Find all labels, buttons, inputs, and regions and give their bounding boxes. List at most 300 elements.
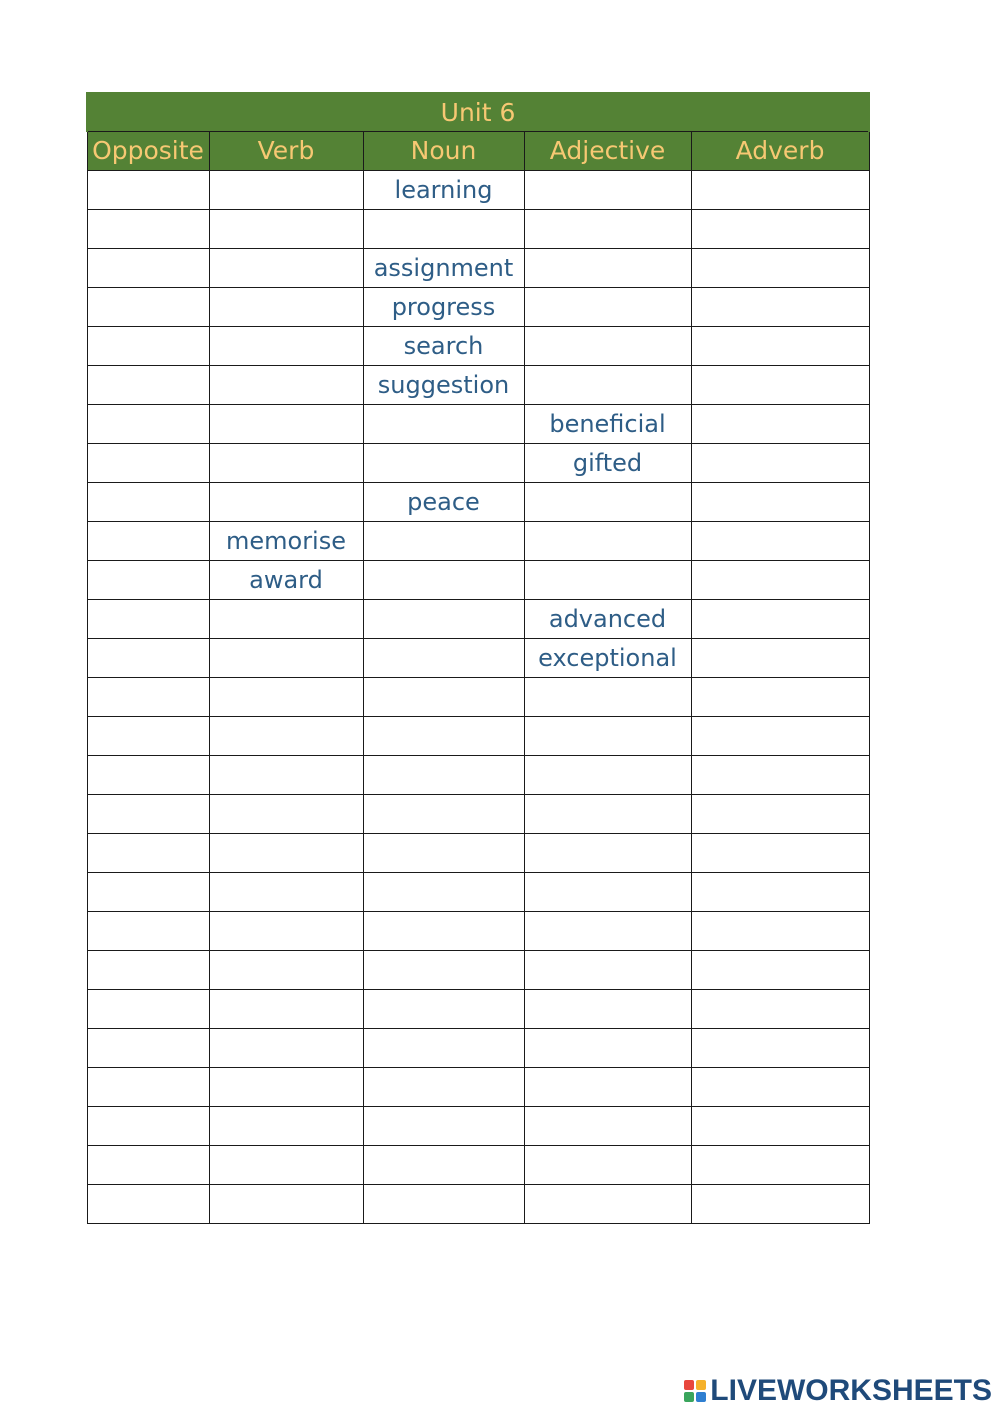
answer-input-verb[interactable] [210, 1185, 363, 1223]
answer-input-noun[interactable] [364, 600, 524, 638]
answer-input-opposite[interactable] [88, 951, 209, 989]
answer-cell-adverb[interactable] [691, 443, 869, 482]
answer-cell-opposite[interactable] [87, 950, 209, 989]
answer-cell-opposite[interactable] [87, 1106, 209, 1145]
answer-input-adverb[interactable] [692, 483, 869, 521]
given-word-adjective: advanced [524, 599, 691, 638]
answer-input-verb[interactable] [210, 1029, 363, 1067]
answer-cell-adverb[interactable] [691, 1106, 869, 1145]
answer-input-adverb[interactable] [692, 249, 869, 287]
answer-cell-adjective[interactable] [524, 872, 691, 911]
table-row [87, 755, 869, 794]
answer-input-noun[interactable] [364, 756, 524, 794]
answer-input-opposite[interactable] [88, 600, 209, 638]
answer-cell-adverb[interactable] [691, 170, 869, 209]
answer-input-adverb[interactable] [692, 522, 869, 560]
answer-input-noun[interactable] [364, 1068, 524, 1106]
answer-input-opposite[interactable] [88, 327, 209, 365]
answer-input-noun[interactable] [364, 795, 524, 833]
answer-cell-opposite[interactable] [87, 1028, 209, 1067]
answer-input-verb[interactable] [210, 795, 363, 833]
answer-cell-adjective[interactable] [524, 1145, 691, 1184]
answer-cell-verb[interactable] [209, 638, 363, 677]
answer-input-adverb[interactable] [692, 834, 869, 872]
answer-input-adverb[interactable] [692, 873, 869, 911]
answer-cell-noun[interactable] [363, 404, 524, 443]
table-row [87, 170, 869, 209]
answer-input-opposite[interactable] [88, 1185, 209, 1223]
table-body [87, 170, 869, 1223]
answer-cell-opposite[interactable] [87, 287, 209, 326]
answer-cell-adjective[interactable] [524, 1067, 691, 1106]
answer-input-adverb[interactable] [692, 561, 869, 599]
answer-cell-adjective[interactable] [524, 833, 691, 872]
answer-input-adjective[interactable] [525, 210, 691, 248]
answer-input-opposite[interactable] [88, 210, 209, 248]
column-header-row [87, 131, 869, 170]
answer-input-opposite[interactable] [88, 444, 209, 482]
answer-input-opposite[interactable] [88, 873, 209, 911]
answer-input-adverb[interactable] [692, 366, 869, 404]
answer-cell-verb[interactable] [209, 482, 363, 521]
answer-cell-opposite[interactable] [87, 872, 209, 911]
answer-input-opposite[interactable] [88, 366, 209, 404]
answer-cell-noun[interactable] [363, 599, 524, 638]
logo-block [684, 1380, 694, 1390]
given-word-adjective: gifted [524, 443, 691, 482]
answer-cell-adverb[interactable] [691, 1145, 869, 1184]
answer-cell-noun[interactable] [363, 521, 524, 560]
table-row [87, 989, 869, 1028]
answer-input-adverb[interactable] [692, 912, 869, 950]
answer-input-verb[interactable] [210, 1107, 363, 1145]
answer-input-verb[interactable] [210, 444, 363, 482]
answer-cell-adjective[interactable] [524, 794, 691, 833]
table-row [87, 326, 869, 365]
answer-input-adverb[interactable] [692, 444, 869, 482]
answer-cell-verb[interactable] [209, 716, 363, 755]
answer-cell-verb[interactable] [209, 326, 363, 365]
answer-input-adjective[interactable] [525, 1146, 691, 1184]
answer-input-adjective[interactable] [525, 1107, 691, 1145]
brand-name: LIVEWORKSHEETS [710, 1374, 992, 1407]
answer-input-adverb[interactable] [692, 678, 869, 716]
answer-cell-adverb[interactable] [691, 1184, 869, 1223]
answer-cell-adjective[interactable] [524, 326, 691, 365]
answer-cell-verb[interactable] [209, 833, 363, 872]
liveworksheets-logo [684, 1374, 992, 1407]
column-header-opposite: Opposite [87, 131, 209, 170]
answer-cell-opposite[interactable] [87, 560, 209, 599]
answer-cell-adverb[interactable] [691, 716, 869, 755]
answer-cell-verb[interactable] [209, 599, 363, 638]
table-row [87, 560, 869, 599]
answer-cell-opposite[interactable] [87, 1145, 209, 1184]
answer-cell-opposite[interactable] [87, 1184, 209, 1223]
answer-input-noun[interactable] [364, 1107, 524, 1145]
logo-blocks-icon [684, 1380, 706, 1402]
answer-input-noun[interactable] [364, 678, 524, 716]
answer-input-adjective[interactable] [525, 951, 691, 989]
answer-cell-noun[interactable] [363, 1067, 524, 1106]
answer-input-adjective[interactable] [525, 366, 691, 404]
answer-cell-verb[interactable] [209, 1028, 363, 1067]
answer-cell-adverb[interactable] [691, 599, 869, 638]
answer-cell-adjective[interactable] [524, 755, 691, 794]
answer-input-opposite[interactable] [88, 639, 209, 677]
answer-input-noun[interactable] [364, 210, 524, 248]
answer-input-noun[interactable] [364, 951, 524, 989]
answer-input-verb[interactable] [210, 327, 363, 365]
answer-cell-noun[interactable] [363, 872, 524, 911]
table-row [87, 1106, 869, 1145]
answer-cell-adjective[interactable] [524, 482, 691, 521]
table-row [87, 833, 869, 872]
answer-input-noun[interactable] [364, 405, 524, 443]
table-row [87, 209, 869, 248]
answer-input-adverb[interactable] [692, 639, 869, 677]
answer-cell-opposite[interactable] [87, 521, 209, 560]
answer-input-verb[interactable] [210, 171, 363, 209]
answer-cell-noun[interactable] [363, 716, 524, 755]
vocabulary-table [86, 92, 870, 1224]
answer-cell-noun[interactable] [363, 209, 524, 248]
given-word-noun: suggestion [363, 365, 524, 404]
answer-cell-noun[interactable] [363, 755, 524, 794]
table-row [87, 716, 869, 755]
answer-cell-adverb[interactable] [691, 560, 869, 599]
table-row [87, 1145, 869, 1184]
answer-cell-noun[interactable] [363, 443, 524, 482]
answer-input-verb[interactable] [210, 873, 363, 911]
answer-cell-adverb[interactable] [691, 833, 869, 872]
answer-input-adjective[interactable] [525, 834, 691, 872]
answer-cell-adjective[interactable] [524, 1028, 691, 1067]
answer-input-verb[interactable] [210, 717, 363, 755]
answer-input-verb[interactable] [210, 951, 363, 989]
answer-cell-verb[interactable] [209, 170, 363, 209]
column-header-noun: Noun [363, 131, 524, 170]
answer-input-adjective[interactable] [525, 873, 691, 911]
answer-input-noun[interactable] [364, 873, 524, 911]
answer-input-opposite[interactable] [88, 678, 209, 716]
answer-cell-opposite[interactable] [87, 365, 209, 404]
answer-input-adjective[interactable] [525, 1068, 691, 1106]
logo-block [696, 1392, 706, 1402]
answer-input-adjective[interactable] [525, 171, 691, 209]
given-word-verb: award [209, 560, 363, 599]
table-row [87, 248, 869, 287]
answer-cell-adverb[interactable] [691, 638, 869, 677]
answer-input-adjective[interactable] [525, 756, 691, 794]
table-row [87, 1028, 869, 1067]
answer-input-adjective[interactable] [525, 483, 691, 521]
answer-cell-adjective[interactable] [524, 950, 691, 989]
answer-input-adjective[interactable] [525, 717, 691, 755]
logo-block [696, 1380, 706, 1390]
answer-cell-adverb[interactable] [691, 326, 869, 365]
answer-cell-noun[interactable] [363, 1184, 524, 1223]
table-row [87, 1184, 869, 1223]
answer-cell-verb[interactable] [209, 209, 363, 248]
column-header-verb: Verb [209, 131, 363, 170]
answer-cell-opposite[interactable] [87, 833, 209, 872]
answer-input-adjective[interactable] [525, 990, 691, 1028]
answer-input-adverb[interactable] [692, 288, 869, 326]
table-row [87, 443, 869, 482]
answer-cell-opposite[interactable] [87, 755, 209, 794]
answer-cell-verb[interactable] [209, 755, 363, 794]
answer-cell-adjective[interactable] [524, 1106, 691, 1145]
answer-input-adverb[interactable] [692, 1068, 869, 1106]
answer-input-adjective[interactable] [525, 795, 691, 833]
answer-input-adjective[interactable] [525, 249, 691, 287]
answer-cell-adverb[interactable] [691, 911, 869, 950]
answer-input-adverb[interactable] [692, 756, 869, 794]
answer-input-adverb[interactable] [692, 405, 869, 443]
answer-input-verb[interactable] [210, 1146, 363, 1184]
table-row [87, 287, 869, 326]
answer-input-noun[interactable] [364, 990, 524, 1028]
answer-cell-verb[interactable] [209, 365, 363, 404]
table-row [87, 911, 869, 950]
logo-block [684, 1392, 694, 1402]
answer-cell-noun[interactable] [363, 638, 524, 677]
answer-input-adverb[interactable] [692, 171, 869, 209]
answer-input-adverb[interactable] [692, 210, 869, 248]
given-word-noun: peace [363, 482, 524, 521]
answer-cell-adverb[interactable] [691, 1067, 869, 1106]
answer-input-noun[interactable] [364, 444, 524, 482]
answer-cell-verb[interactable] [209, 911, 363, 950]
answer-cell-verb[interactable] [209, 677, 363, 716]
answer-input-adverb[interactable] [692, 795, 869, 833]
answer-cell-verb[interactable] [209, 1106, 363, 1145]
answer-cell-adverb[interactable] [691, 1028, 869, 1067]
answer-input-opposite[interactable] [88, 561, 209, 599]
table-row [87, 950, 869, 989]
answer-cell-adjective[interactable] [524, 170, 691, 209]
given-word-verb: memorise [209, 521, 363, 560]
table-row [87, 872, 869, 911]
answer-cell-verb[interactable] [209, 872, 363, 911]
answer-cell-adverb[interactable] [691, 365, 869, 404]
table-row [87, 638, 869, 677]
column-header-adverb: Adverb [691, 131, 869, 170]
answer-input-verb[interactable] [210, 834, 363, 872]
answer-input-adjective[interactable] [525, 1029, 691, 1067]
given-word-noun: progress [363, 287, 524, 326]
answer-input-opposite[interactable] [88, 171, 209, 209]
answer-input-opposite[interactable] [88, 483, 209, 521]
answer-input-opposite[interactable] [88, 522, 209, 560]
answer-input-adverb[interactable] [692, 1029, 869, 1067]
answer-cell-noun[interactable] [363, 677, 524, 716]
answer-cell-adjective[interactable] [524, 521, 691, 560]
answer-input-noun[interactable] [364, 912, 524, 950]
answer-cell-adjective[interactable] [524, 716, 691, 755]
answer-input-adjective[interactable] [525, 1185, 691, 1223]
table-row [87, 677, 869, 716]
answer-cell-opposite[interactable] [87, 248, 209, 287]
answer-input-opposite[interactable] [88, 834, 209, 872]
answer-input-verb[interactable] [210, 249, 363, 287]
answer-cell-adjective[interactable] [524, 677, 691, 716]
answer-input-adverb[interactable] [692, 327, 869, 365]
answer-cell-verb[interactable] [209, 287, 363, 326]
answer-cell-opposite[interactable] [87, 599, 209, 638]
answer-input-verb[interactable] [210, 366, 363, 404]
table-title: Unit 6 [87, 93, 869, 131]
answer-cell-verb[interactable] [209, 950, 363, 989]
answer-input-noun[interactable] [364, 561, 524, 599]
answer-input-verb[interactable] [210, 600, 363, 638]
answer-cell-opposite[interactable] [87, 638, 209, 677]
answer-input-verb[interactable] [210, 990, 363, 1028]
answer-input-noun[interactable] [364, 1029, 524, 1067]
answer-input-adverb[interactable] [692, 990, 869, 1028]
answer-cell-noun[interactable] [363, 833, 524, 872]
answer-input-opposite[interactable] [88, 990, 209, 1028]
answer-cell-adverb[interactable] [691, 248, 869, 287]
answer-input-adverb[interactable] [692, 717, 869, 755]
answer-cell-opposite[interactable] [87, 443, 209, 482]
answer-input-opposite[interactable] [88, 912, 209, 950]
answer-cell-opposite[interactable] [87, 209, 209, 248]
answer-input-adjective[interactable] [525, 288, 691, 326]
answer-input-adverb[interactable] [692, 951, 869, 989]
answer-cell-adjective[interactable] [524, 248, 691, 287]
answer-cell-adverb[interactable] [691, 677, 869, 716]
answer-cell-verb[interactable] [209, 794, 363, 833]
table-row [87, 521, 869, 560]
answer-input-opposite[interactable] [88, 1107, 209, 1145]
answer-input-adverb[interactable] [692, 600, 869, 638]
answer-cell-adjective[interactable] [524, 365, 691, 404]
answer-cell-adverb[interactable] [691, 794, 869, 833]
answer-cell-adverb[interactable] [691, 404, 869, 443]
answer-cell-noun[interactable] [363, 1145, 524, 1184]
answer-cell-verb[interactable] [209, 443, 363, 482]
answer-input-adjective[interactable] [525, 912, 691, 950]
answer-input-verb[interactable] [210, 639, 363, 677]
answer-input-noun[interactable] [364, 639, 524, 677]
answer-input-verb[interactable] [210, 912, 363, 950]
answer-input-adverb[interactable] [692, 1185, 869, 1223]
answer-input-noun[interactable] [364, 522, 524, 560]
answer-cell-verb[interactable] [209, 989, 363, 1028]
answer-cell-opposite[interactable] [87, 911, 209, 950]
answer-input-verb[interactable] [210, 405, 363, 443]
answer-cell-adjective[interactable] [524, 209, 691, 248]
column-header-adjective: Adjective [524, 131, 691, 170]
answer-cell-noun[interactable] [363, 989, 524, 1028]
answer-input-opposite[interactable] [88, 717, 209, 755]
answer-cell-noun[interactable] [363, 794, 524, 833]
answer-input-verb[interactable] [210, 678, 363, 716]
answer-cell-opposite[interactable] [87, 989, 209, 1028]
answer-input-adverb[interactable] [692, 1146, 869, 1184]
answer-input-verb[interactable] [210, 756, 363, 794]
answer-input-noun[interactable] [364, 834, 524, 872]
answer-cell-verb[interactable] [209, 248, 363, 287]
answer-input-noun[interactable] [364, 1185, 524, 1223]
answer-input-noun[interactable] [364, 717, 524, 755]
answer-input-opposite[interactable] [88, 249, 209, 287]
answer-cell-adverb[interactable] [691, 521, 869, 560]
answer-cell-verb[interactable] [209, 1184, 363, 1223]
answer-cell-adverb[interactable] [691, 755, 869, 794]
answer-input-adjective[interactable] [525, 327, 691, 365]
answer-input-adverb[interactable] [692, 1107, 869, 1145]
answer-input-verb[interactable] [210, 1068, 363, 1106]
table-row [87, 794, 869, 833]
answer-input-verb[interactable] [210, 288, 363, 326]
answer-cell-verb[interactable] [209, 1067, 363, 1106]
given-word-adjective: exceptional [524, 638, 691, 677]
answer-cell-adverb[interactable] [691, 872, 869, 911]
answer-cell-opposite[interactable] [87, 716, 209, 755]
answer-input-opposite[interactable] [88, 288, 209, 326]
answer-cell-adverb[interactable] [691, 209, 869, 248]
answer-cell-opposite[interactable] [87, 677, 209, 716]
answer-input-adjective[interactable] [525, 561, 691, 599]
answer-cell-opposite[interactable] [87, 326, 209, 365]
answer-cell-noun[interactable] [363, 950, 524, 989]
answer-cell-opposite[interactable] [87, 404, 209, 443]
given-word-adjective: beneficial [524, 404, 691, 443]
answer-input-opposite[interactable] [88, 1146, 209, 1184]
answer-cell-adjective[interactable] [524, 911, 691, 950]
answer-cell-adverb[interactable] [691, 989, 869, 1028]
answer-input-noun[interactable] [364, 1146, 524, 1184]
given-word-noun: learning [363, 170, 524, 209]
answer-input-adjective[interactable] [525, 522, 691, 560]
answer-cell-adjective[interactable] [524, 560, 691, 599]
answer-cell-opposite[interactable] [87, 794, 209, 833]
table-row [87, 599, 869, 638]
answer-cell-noun[interactable] [363, 560, 524, 599]
answer-input-opposite[interactable] [88, 795, 209, 833]
answer-input-opposite[interactable] [88, 405, 209, 443]
table-row [87, 482, 869, 521]
answer-cell-adjective[interactable] [524, 287, 691, 326]
table-row [87, 1067, 869, 1106]
answer-cell-adverb[interactable] [691, 287, 869, 326]
answer-cell-opposite[interactable] [87, 170, 209, 209]
answer-cell-noun[interactable] [363, 1106, 524, 1145]
answer-cell-noun[interactable] [363, 911, 524, 950]
answer-input-adjective[interactable] [525, 678, 691, 716]
answer-input-opposite[interactable] [88, 756, 209, 794]
answer-cell-adjective[interactable] [524, 989, 691, 1028]
answer-cell-adjective[interactable] [524, 1184, 691, 1223]
table-row [87, 404, 869, 443]
answer-cell-verb[interactable] [209, 404, 363, 443]
answer-input-opposite[interactable] [88, 1029, 209, 1067]
answer-input-verb[interactable] [210, 210, 363, 248]
answer-cell-opposite[interactable] [87, 1067, 209, 1106]
answer-cell-adverb[interactable] [691, 950, 869, 989]
given-word-noun: assignment [363, 248, 524, 287]
answer-cell-noun[interactable] [363, 1028, 524, 1067]
answer-input-opposite[interactable] [88, 1068, 209, 1106]
answer-input-verb[interactable] [210, 483, 363, 521]
title-row [87, 93, 869, 131]
answer-cell-opposite[interactable] [87, 482, 209, 521]
answer-cell-adverb[interactable] [691, 482, 869, 521]
answer-cell-verb[interactable] [209, 1145, 363, 1184]
